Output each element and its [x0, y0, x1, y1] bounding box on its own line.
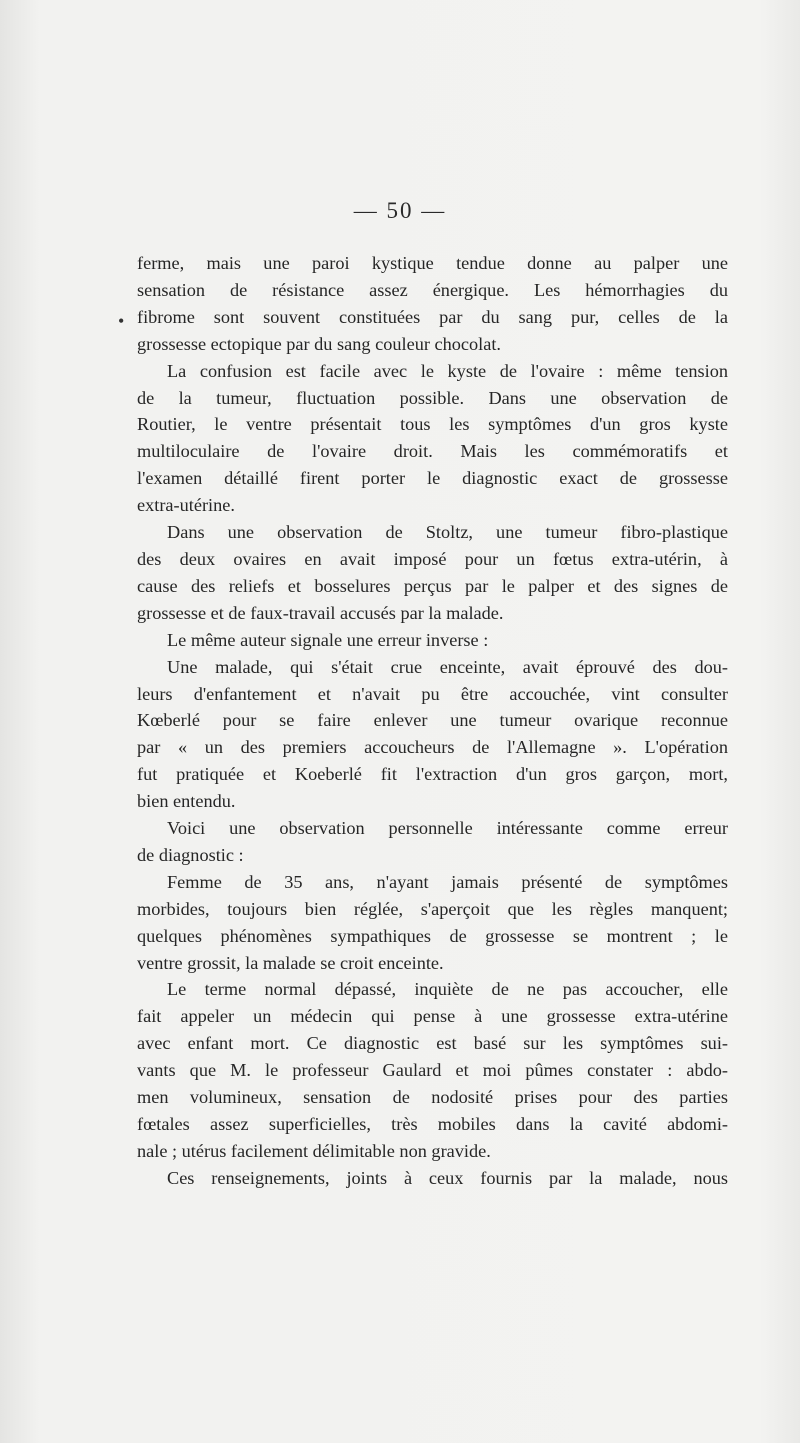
text-line: men volumineux, sensation de nodosité prises pour des parties: [137, 1087, 728, 1108]
text-line: extra-utérine.: [137, 495, 235, 516]
paragraph: [137, 815, 728, 842]
margin-mark: •: [118, 311, 125, 331]
text-line: Routier, le ventre présentait tous les symptômes d'un gros kyste: [137, 414, 728, 435]
paragraph: [137, 358, 728, 385]
text-line: l'examen détaillé firent porter le diagnostic exact de grossesse: [137, 468, 728, 489]
paragraph: [137, 600, 728, 627]
paragraph: [137, 896, 728, 923]
paragraph: [137, 869, 728, 896]
text-line: de la tumeur, fluctuation possible. Dans une observation de: [137, 387, 728, 408]
paragraph: [137, 1111, 728, 1138]
text-line: Le même auteur signale une erreur inverse :: [167, 629, 489, 650]
text-line: fœtales assez superficielles, très mobiles dans la cavité abdomi-: [137, 1114, 728, 1134]
paragraph: [137, 573, 728, 600]
text-line: vants que M. le professeur Gaulard et moi pûmes constater : abdo-: [137, 1060, 728, 1081]
text-line: de diagnostic :: [137, 844, 244, 865]
text-line: Une malade, qui s'était crue enceinte, avait éprouvé des dou-: [167, 656, 728, 677]
paragraph: [137, 734, 728, 761]
text-line: La confusion est facile avec le kyste de l'ovaire : même tension: [167, 360, 728, 381]
paragraph: [137, 492, 728, 519]
paragraph: [137, 923, 728, 950]
text-line: ventre grossit, la malade se croit enceinte.: [137, 952, 444, 973]
text-line: nale ; utérus facilement délimitable non gravide.: [137, 1140, 491, 1161]
text-line: Femme de 35 ans, n'ayant jamais présenté de symptômes: [167, 871, 728, 892]
text-line: sensation de résistance assez énergique. Les hémorrhagies du: [137, 279, 728, 300]
paragraph: [137, 1030, 728, 1057]
paragraph: [137, 681, 728, 708]
text-line: morbides, toujours bien réglée, s'aperçoit que les règles manquent;: [137, 898, 728, 919]
text-line: fait appeler un médecin qui pense à une grossesse extra-utérine: [137, 1006, 728, 1027]
paragraph: [137, 304, 728, 331]
text-line: Ces renseignements, joints à ceux fournis par la malade, nous: [167, 1167, 728, 1188]
paragraph: [137, 950, 728, 977]
paragraph: [137, 788, 728, 815]
paragraph: [137, 1057, 728, 1084]
text-line: bien entendu.: [137, 791, 236, 812]
text-line: par « un des premiers accoucheurs de l'Allemagne ». L'opération: [137, 737, 728, 758]
paragraph: [137, 976, 728, 1003]
body-text: [137, 250, 728, 1192]
paragraph: [137, 250, 728, 277]
paragraph: [137, 1165, 728, 1192]
paragraph: [137, 546, 728, 573]
paragraph: [137, 411, 728, 438]
paragraph: [137, 627, 728, 654]
paragraph: [137, 842, 728, 869]
page-number: — 50 —: [353, 198, 447, 223]
text-line: fibrome sont souvent constituées par du sang pur, celles de la: [137, 306, 728, 327]
paragraph: [137, 1138, 728, 1165]
text-line: Dans une observation de Stoltz, une tumeur fibro-plastique: [167, 522, 728, 543]
paragraph: [137, 654, 728, 681]
text-line: multiloculaire de l'ovaire droit. Mais les commémoratifs et: [137, 441, 728, 462]
text-line: grossesse ectopique par du sang couleur chocolat.: [137, 333, 501, 354]
paragraph: [137, 1003, 728, 1030]
text-line: Voici une observation personnelle intéressante comme erreur: [167, 818, 728, 839]
paragraph: [137, 331, 728, 358]
text-line: ferme, mais une paroi kystique tendue donne au palper une: [137, 253, 728, 273]
text-line: cause des reliefs et bosselures perçus par le palper et des signes de: [137, 575, 728, 596]
paragraph: [137, 465, 728, 492]
text-line: Kœberlé pour se faire enlever une tumeur ovarique reconnue: [137, 710, 728, 731]
paragraph: [137, 519, 728, 546]
text-line: Le terme normal dépassé, inquiète de ne pas accoucher, elle: [167, 979, 728, 1000]
text-line: leurs d'enfantement et n'avait pu être accouchée, vint consulter: [137, 683, 728, 704]
text-line: avec enfant mort. Ce diagnostic est basé sur les symptômes sui-: [137, 1033, 728, 1054]
paragraph: [137, 385, 728, 412]
text-line: quelques phénomènes sympathiques de grossesse se montrent ; le: [137, 925, 728, 946]
paragraph: [137, 277, 728, 304]
paragraph: [137, 1084, 728, 1111]
paragraph: [137, 761, 728, 788]
text-line: des deux ovaires en avait imposé pour un fœtus extra-utérin, à: [137, 548, 728, 569]
paragraph: [137, 438, 728, 465]
text-line: grossesse et de faux-travail accusés par la malade.: [137, 602, 504, 623]
text-line: fut pratiquée et Koeberlé fit l'extraction d'un gros garçon, mort,: [137, 764, 728, 785]
paragraph: [137, 707, 728, 734]
